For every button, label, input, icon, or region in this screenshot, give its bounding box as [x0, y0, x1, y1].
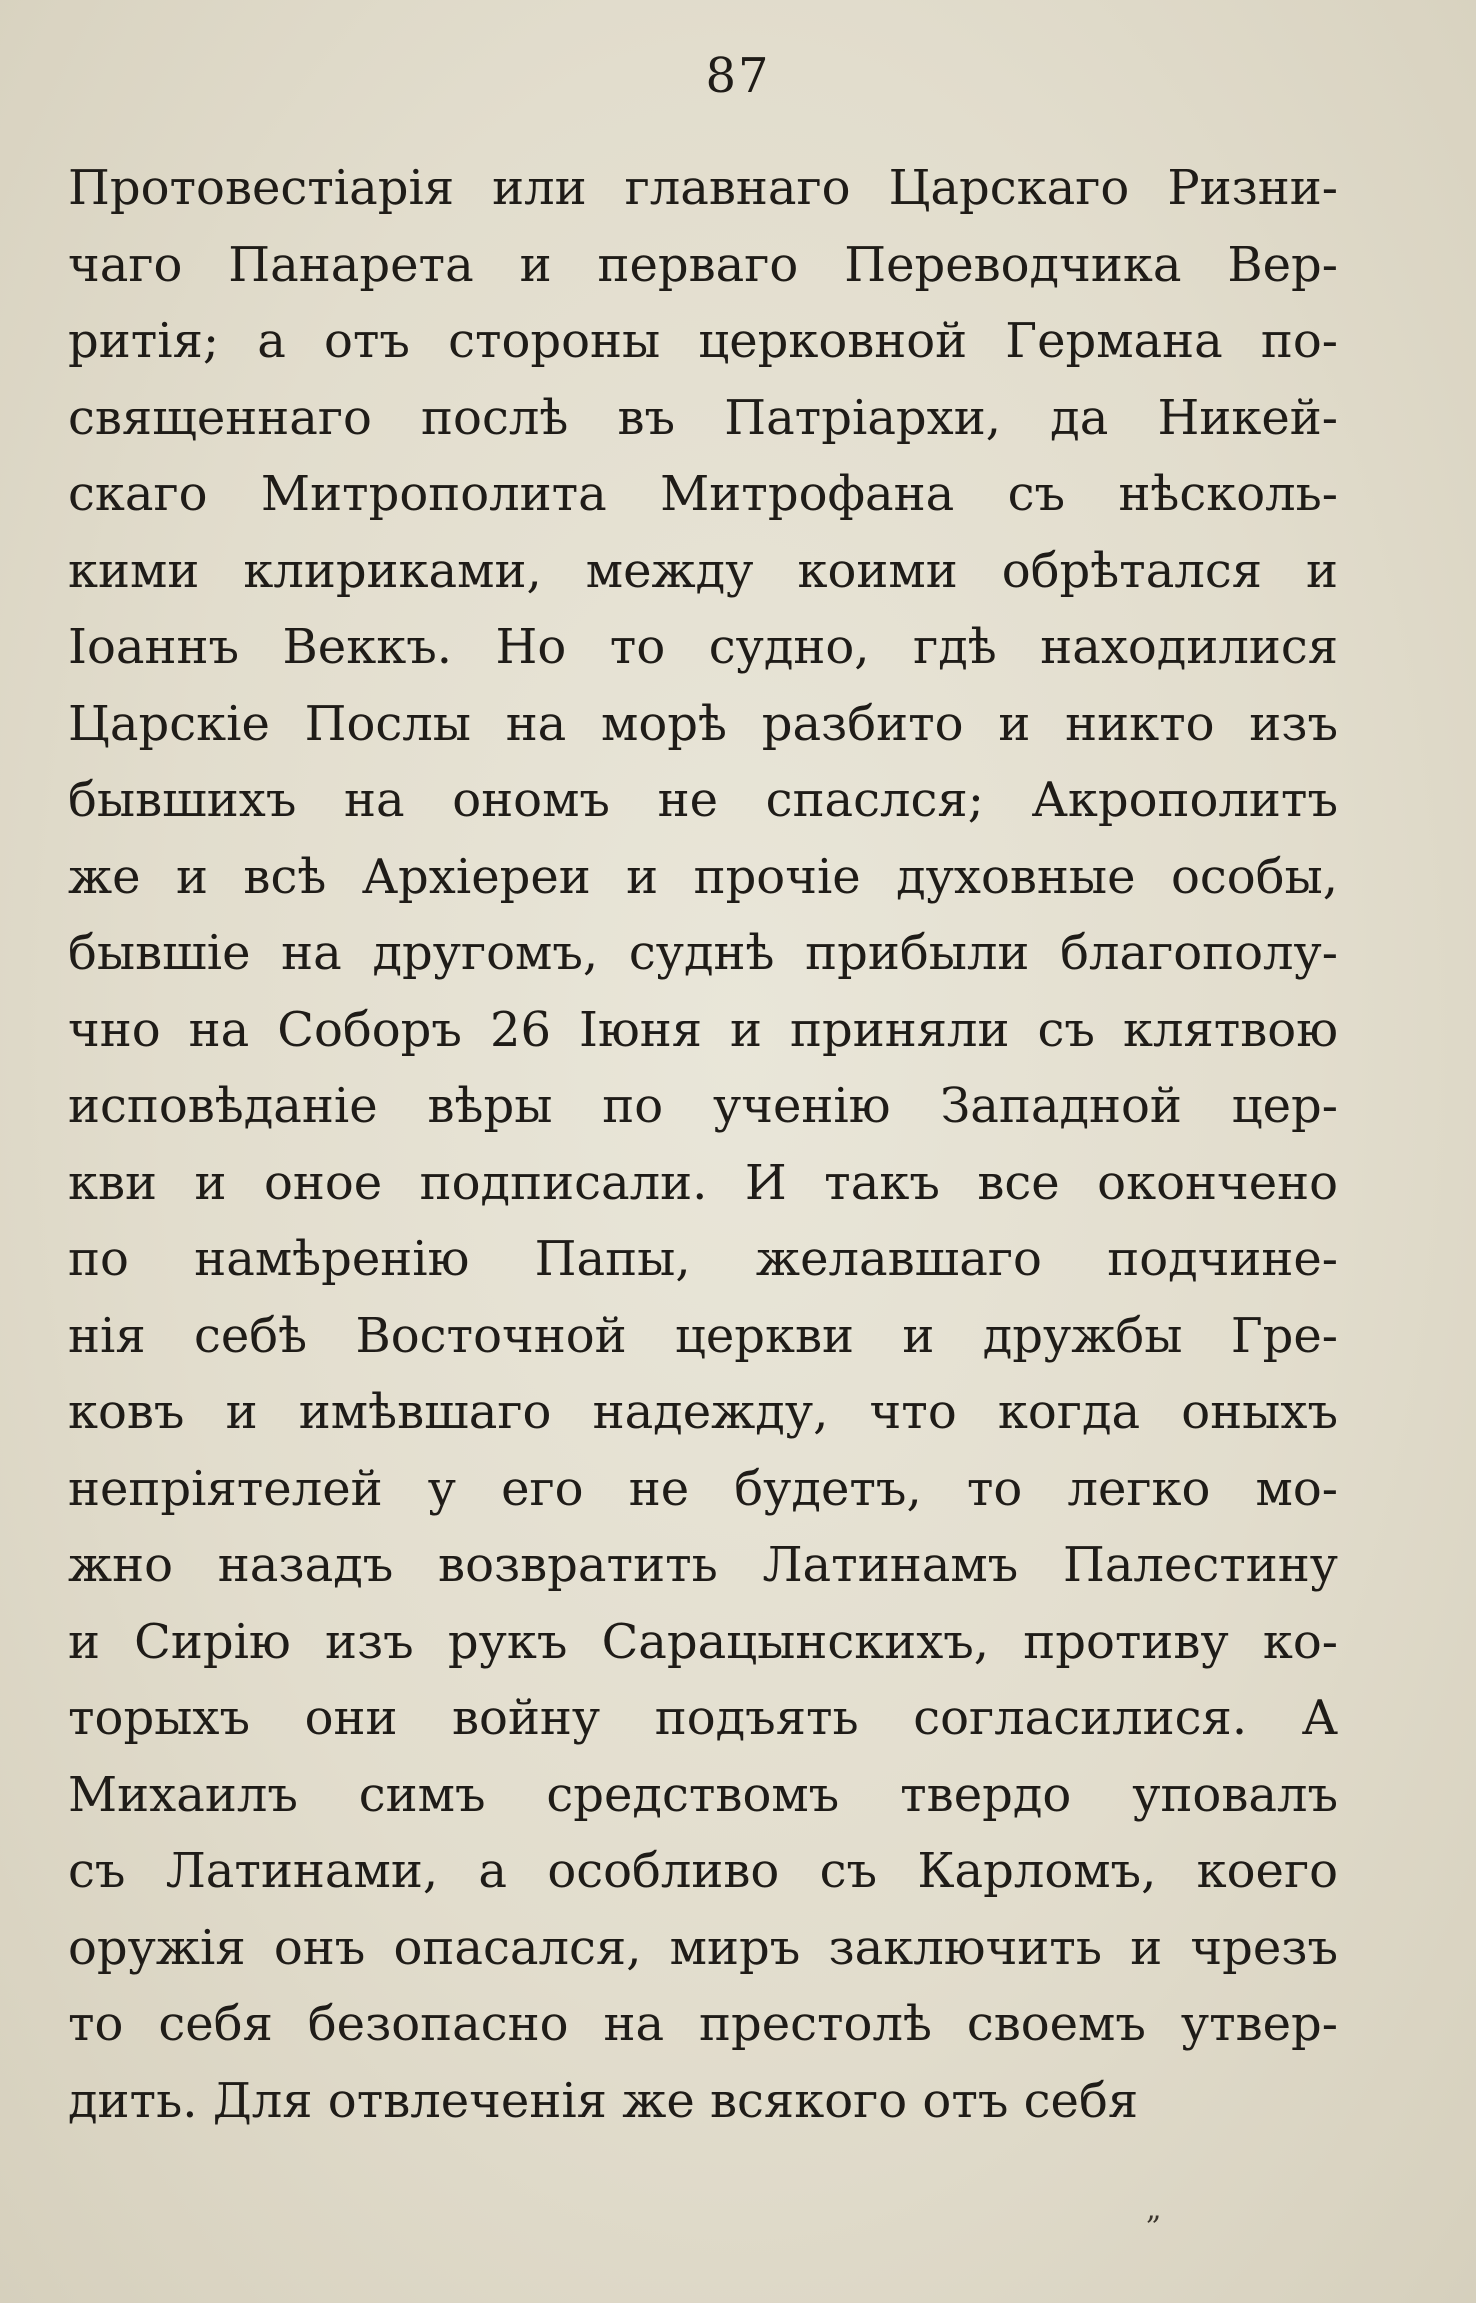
text-line: же и всѣ Архіереи и прочіе духовные особы, — [68, 848, 1338, 905]
text-line: бывшіе на другомъ, суднѣ прибыли благополу- — [68, 925, 1338, 981]
text-line: чаго Панарета и перваго Переводчика Вер- — [68, 236, 1338, 293]
text-line: ковъ и имѣвшаго надежду, что когда оныхъ — [68, 1384, 1338, 1440]
text-line: ритія; а отъ стороны церковной Германа по- — [68, 313, 1338, 369]
text-line: бывшихъ на ономъ не спаслся; Акрополитъ — [68, 772, 1338, 828]
text-line: непріятелей у его не будетъ, то легко мо- — [68, 1460, 1338, 1517]
text-line: скаго Митрополита Митрофана съ нѣсколь- — [68, 466, 1338, 522]
body-text — [68, 150, 1338, 2139]
text-line: чно на Соборъ 26 Іюня и приняли съ клятвою — [68, 1001, 1338, 1058]
page-number: 87 — [705, 48, 771, 104]
text-line: Протовестіарія или главнаго Царскаго Ризни- — [68, 160, 1338, 216]
text-line: то себя безопасно на престолѣ своемъ утвер- — [68, 1996, 1338, 2052]
text-line: кими клириками, между коими обрѣтался и — [68, 542, 1338, 599]
text-line: съ Латинами, а особливо съ Карломъ, коего — [68, 1843, 1338, 1899]
text-line: и Сирію изъ рукъ Сарацынскихъ, противу ко- — [68, 1613, 1338, 1670]
text-line: исповѣданіе вѣры по ученію Западной цер- — [68, 1078, 1338, 1134]
text-line: Михаилъ симъ средствомъ твердо уповалъ — [68, 1766, 1338, 1823]
signature-mark: „ — [1146, 2192, 1162, 2227]
text-line: по намѣренію Папы, желавшаго подчине- — [68, 1231, 1338, 1287]
text-line: оружія онъ опасался, миръ заключить и чрезъ — [68, 1919, 1338, 1976]
text-line: Царскіе Послы на морѣ разбито и никто изъ — [68, 695, 1338, 752]
text-line: Іоаннъ Веккъ. Но то судно, гдѣ находилися — [68, 619, 1338, 675]
text-line: дить. Для отвлеченія же всякого отъ себя — [68, 2072, 1139, 2129]
text-line: торыхъ они войну подъять согласилися. А — [68, 1690, 1338, 1746]
text-line: священнаго послѣ въ Патріархи, да Никей- — [68, 389, 1338, 446]
text-line: кви и оное подписали. И такъ все окончено — [68, 1154, 1338, 1211]
text-line: нія себѣ Восточной церкви и дружбы Гре- — [68, 1307, 1338, 1364]
text-line: жно назадъ возвратить Латинамъ Палестину — [68, 1537, 1338, 1593]
